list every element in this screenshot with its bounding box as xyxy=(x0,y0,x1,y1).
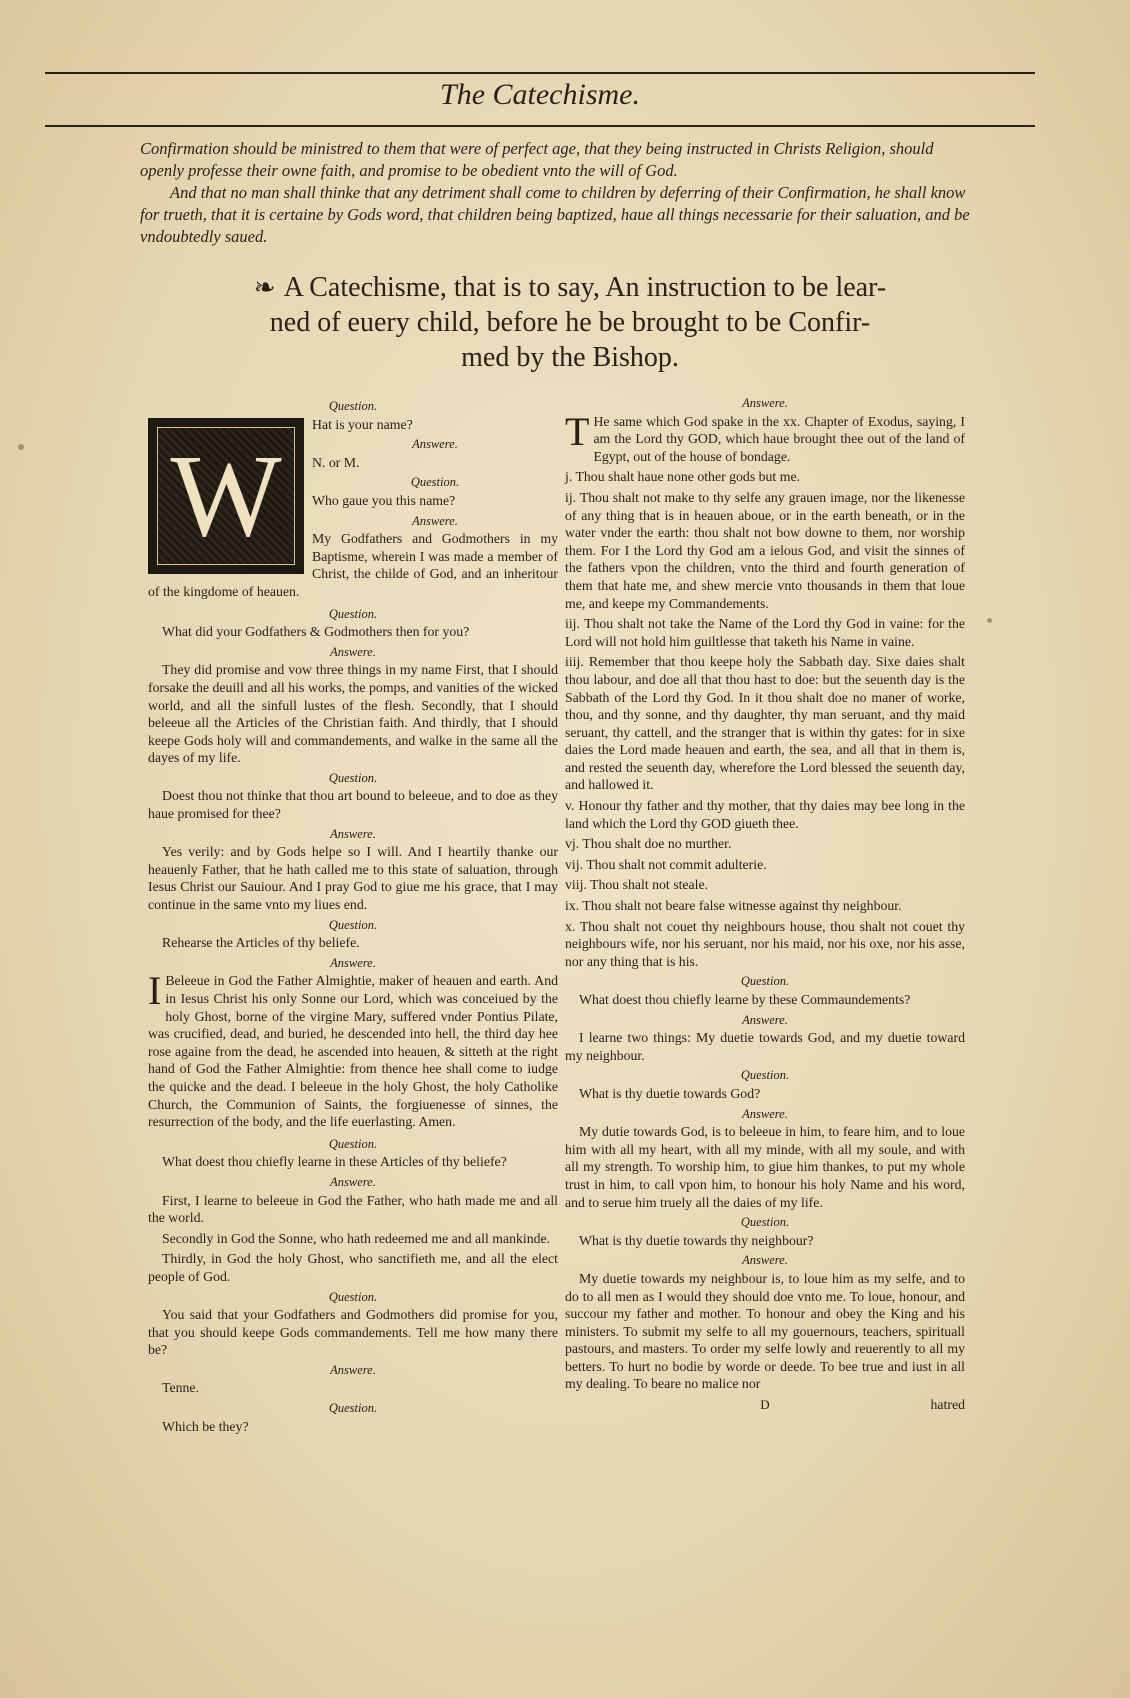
commandment-9: ix. Thou shalt not beare false witnesse against thy neighbour. xyxy=(565,898,902,914)
commandment-7: vij. Thou shalt not commit adulterie. xyxy=(565,856,767,872)
question-label: Question. xyxy=(328,1136,378,1151)
commandments-intro xyxy=(565,408,965,466)
answer-label: Answere. xyxy=(742,1012,788,1027)
commandment-3: iij. Thou shalt not take the Name of the Lord thy God in vaine: for the Lord will not hold him guiltlesse that taketh his Name in vaine. xyxy=(565,616,965,649)
question-label: Question. xyxy=(328,1401,378,1416)
commandment-10: x. Thou shalt not couet thy neighbours house, thou shalt not couet thy neighbours wife, nor his seruant, nor his maid, nor his oxe, nor his asse, nor any thing that is his. xyxy=(565,918,965,969)
signature-mark: D xyxy=(760,1397,770,1413)
question-text: What is thy duetie towards thy neighbour? xyxy=(579,1232,814,1248)
title-line-3: med by the Bishop. xyxy=(461,342,679,373)
answer-text: My duetie towards my neighbour is, to loue him as my selfe, and to do to all men as I would they should doe vnto me. To loue, honour, and succour my father and mother. To honour and obey the King and his ministers. To submit my selfe to all my gouernours, teachers, spirituall pastours, and masters. To order my selfe lowly and reuerently to all my betters. To hurt no bodie by worde or deede. To bee true and iust in all my dealing. To beare no malice nor xyxy=(565,1270,965,1392)
question-text: Which be they? xyxy=(162,1418,249,1434)
question-label: Question. xyxy=(328,1289,378,1304)
decorated-initial-w xyxy=(148,418,304,574)
answer-text: I learne two things: My duetie towards God, and my duetie toward my neighbour. xyxy=(565,1030,965,1063)
rubric-paragraph-2: And that no man shall thinke that any detriment shall come to children by deferring of their Confirmation, he shall know for trueth, that it is certaine by Gods word, that children being baptized, haue all things necessarie for their saluation, and be vndoubtedly saued. xyxy=(140,183,970,246)
question-label: Question. xyxy=(740,1068,790,1083)
right-column xyxy=(565,393,965,1413)
answer-label: Answere. xyxy=(742,1106,788,1121)
answer-label: Answere. xyxy=(330,644,376,659)
foxing-spot xyxy=(987,618,992,623)
answer-text: Yes verily: and by Gods helpe so I will. And I heartily thanke our heauenly Father, that he hath called me to this state of saluation, through Iesus Christ our Sauiour. And I pray God to giue me his grace, that I may continue in the same vnto my liues end. xyxy=(148,844,558,913)
question-text: What did your Godfathers & Godmothers then for you? xyxy=(162,624,470,640)
head-rule xyxy=(45,125,1035,127)
catchword: hatred xyxy=(930,1396,965,1412)
answer-label: Answere. xyxy=(330,1362,376,1377)
catechism-title xyxy=(140,270,1000,375)
question-text: Doest thou not thinke that thou art bound to beleeue, and to doe as they haue promised for thee? xyxy=(148,788,558,822)
question-label: Question. xyxy=(328,770,378,785)
initial-letter-t: T xyxy=(565,408,590,454)
question-label: Question. xyxy=(740,1215,790,1230)
commandment-5: v. Honour thy father and thy mother, that thy daies may bee long in the land which the Lord thy GOD giueth thee. xyxy=(565,798,965,831)
fleuron-icon: ❧ xyxy=(253,273,276,302)
answer-label: Answere. xyxy=(330,826,376,841)
question-text: Hat is your name? xyxy=(312,416,413,432)
answer-text: He same which God spake in the xx. Chapter of Exodus, saying, I am the Lord thy GOD, which haue brought thee out of the land of Egypt, out of the house of bondage. xyxy=(593,413,965,464)
question-text: What doest thou chiefly learne by these Commaundements? xyxy=(579,992,911,1007)
rubric xyxy=(140,138,980,248)
left-column xyxy=(148,396,558,1438)
commandment-1: j. Thou shalt haue none other gods but me. xyxy=(565,469,801,485)
question-label: Question. xyxy=(410,475,460,490)
running-head: The Catechisme. xyxy=(440,78,640,111)
creed-text xyxy=(148,968,558,1130)
question-label: Question. xyxy=(740,974,790,989)
title-line-2: ned of euery child, before he be brought to be Confir- xyxy=(269,307,871,338)
answer-text: N. or M. xyxy=(312,454,360,470)
question-text: What doest thou chiefly learne in these Articles of thy beliefe? xyxy=(162,1154,507,1170)
commandment-4: iiij. Remember that thou keepe holy the Sabbath day. Sixe daies shalt thou labour, and doe all that thou hast to doe: but the seuenth day is the Sabbath of the Lord thy God. In it thou shalt doe no maner of worke, thou, and thy sonne, and thy daughter, thy man seruant, and thy maid seruant, thy cattell, and the stranger that is within thy gates: for in sixe daies the Lord made heauen and earth, the sea, and all that in them is, and rested the seuenth day, wherefore the Lord blessed the seuenth day, and hallowed it. xyxy=(565,654,965,793)
dropcap-letter: W xyxy=(170,429,282,561)
question-label: Question. xyxy=(328,917,378,932)
commandment-6: vj. Thou shalt doe no murther. xyxy=(565,836,732,852)
answer-text: Beleeue in God the Father Almightie, maker of heauen and earth. And in Iesus Christ his only Sonne our Lord, which was conceiued by the holy Ghost, borne of the virgine Mary, suffered vnder Pontius Pilate, was crucified, dead, and buried, he descended into hell, the third day hee rose againe from the dead, he ascended into heauen, & sitteth at the right hand of God the Father Almightie: from thence hee shall come to iudge the quicke and the dead. I beleeue in the holy Ghost, the holy Catholike Church, the Communion of Saints, the forgiuenesse of sinnes, the resurrection of the body, and the life euerlasting. Amen. xyxy=(148,973,558,1130)
answer-text: My dutie towards God, is to beleeue in him, to feare him, and to loue him with all my heart, with all my minde, with all my soule, and with all my strength. To worship him, to giue him thankes, to put my whole trust in him, to call vpon him, to honour his holy Name and his word, and to serue him truely all the daies of my life. xyxy=(565,1124,965,1210)
title-line-1: A Catechisme, that is to say, An instruction to be lear- xyxy=(283,272,887,303)
answer-label: Answere. xyxy=(742,1253,788,1268)
question-label: Question. xyxy=(328,606,378,621)
answer-text: Secondly in God the Sonne, who hath redeemed me and all mankinde. xyxy=(162,1230,551,1246)
answer-label: Answere. xyxy=(412,437,458,452)
question-label: Question. xyxy=(328,399,378,413)
commandment-8: viij. Thou shalt not steale. xyxy=(565,877,709,893)
answer-text: They did promise and vow three things in my name First, that I should forsake the deuill and all his works, the pomps, and vanities of the wicked world, and all the sinfull lustes of the flesh. Secondly, that I should beleeue all the Articles of the Christian faith. And thirdly, that I should keepe Gods holy will and commandements, and walke in the same all the dayes of my life. xyxy=(148,662,558,766)
answer-label: Answere. xyxy=(742,396,788,410)
answer-text: My Godfathers and Godmothers in my Baptisme, wherein I was made a member of Christ, the childe of God, and an inheritour of the kingdome of heauen. xyxy=(148,531,558,599)
answer-label: Answere. xyxy=(330,1174,376,1189)
top-rule xyxy=(45,72,1035,74)
initial-letter-i: I xyxy=(148,968,162,1014)
answer-label: Answere. xyxy=(330,955,376,970)
question-text: You said that your Godfathers and Godmothers did promise for you, that you should keepe Gods commandements. Tell me how many there be? xyxy=(148,1307,558,1358)
rubric-paragraph-1: Confirmation should be ministred to them that were of perfect age, that they being instructed in Christs Religion, should openly professe their owne faith, and promise to be obedient vnto the will of God. xyxy=(140,139,934,180)
answer-text: First, I learne to beleeue in God the Father, who hath made me and all the world. xyxy=(148,1192,558,1226)
question-text: Rehearse the Articles of thy beliefe. xyxy=(162,935,360,951)
question-text: What is thy duetie towards God? xyxy=(579,1085,761,1101)
commandment-2: ij. Thou shalt not make to thy selfe any grauen image, nor the likenesse of any thing that is in heauen aboue, or in the earth beneath, or in the water vnder the earth: thou shalt not bow downe to them, nor worship them. For I the Lord thy God am a ielous God, and visit the sinnes of the fathers vpon the children, vnto the third and fourth generation of them that hate me, and shew mercie vnto thousands in them that loue me, and keepe my Commandements. xyxy=(565,489,965,611)
foxing-spot xyxy=(18,444,24,450)
question-text: Who gaue you this name? xyxy=(312,492,456,508)
answer-label: Answere. xyxy=(412,513,458,528)
answer-text: Tenne. xyxy=(162,1380,199,1396)
answer-text: Thirdly, in God the holy Ghost, who sanctifieth me, and all the elect people of God. xyxy=(148,1251,558,1284)
